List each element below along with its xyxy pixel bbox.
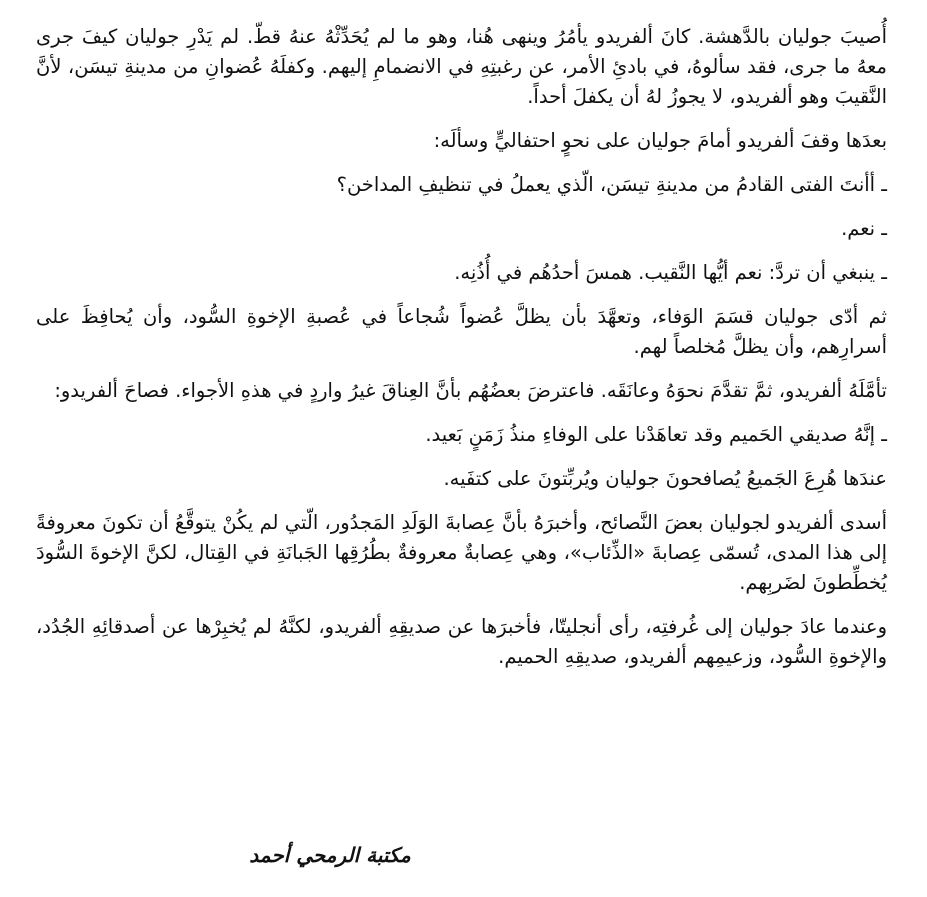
paragraph-2: بعدَها وقفَ ألفريدو أمامَ جوليان على نحوٍ احتفاليٍّ وسألَه:: [433, 129, 887, 152]
dialogue-line-3: ـ ينبغي أن تردَّ: نعم أيُّها النَّقيب. همسَ أحدُهُم في أُذُنِه.: [454, 261, 887, 284]
paragraph-return: وعندما عادَ جوليان إلى غُرفتِه، رأى أنجليتّا، فأخبرَها عن صديقِهِ ألفريدو، لكنَّهُ لم يُخبِرْها عن أصدقائِهِ الجُدُد، والإخوةِ السُّود، وزعيمِهم ألفريدو، صديقِهِ الحميم.: [36, 615, 887, 668]
paragraph-advice: أسدى ألفريدو لجوليان بعضَ النَّصائح، وأخبرَهُ بأنَّ عِصابةَ الوَلَدِ المَجدُور، الّتي لم يكُنْ يتوقَّعُ أن تكونَ معروفةً إلى هذا المدى، تُسمّى عِصابةَ «الذِّئاب»، وهي عِصابةٌ معروفةٌ بطُرُقِها الجَبانَةِ في القِتال، لكنَّ الإخوةَ السُّودَ يُخطِّطونَ لضَربِهم.: [36, 511, 887, 594]
dialogue-line-2: ـ نعم.: [841, 217, 887, 240]
dialogue-line-1: ـ أأنتَ الفتى القادمُ من مدينةِ تيسَن، الّذي يعملُ في تنظيفِ المداخن؟: [336, 173, 887, 196]
paragraph-handshake: عندَها هُرِعَ الجَميعُ يُصافحونَ جوليان ويُربِّتونَ على كتفَيه.: [443, 467, 887, 490]
library-signature: مكتبة الرمحي أحمد: [249, 843, 411, 867]
paragraph-oath: ثم أدّى جوليان قسَمَ الوَفاء، وتعهَّدَ بأن يظلَّ عُضواً شُجاعاً في عُصبةِ الإخوةِ السُّود، وأن يُحافِظَ على أسرارِهم، وأن يظلَّ مُخلصاً لهم.: [36, 305, 887, 358]
paragraph-1: أُصيبَ جوليان بالدَّهشة. كانَ ألفريدو يأمُرُ وينهى هُنا، وهو ما لم يُحَدِّثْهُ عنهُ قطّ. لم يَدْرِ جوليان كيفَ جرى معهُ ما جرى، فقد سألوهُ، في بادئِ الأمر، عن رغبتِهِ في الانضمامِ إليهم. وكفلَهُ عُضوانِ من مدينةِ تيسَن، لأنَّ النَّقيبَ وهو ألفريدو، لا يجوزُ لهُ أن يكفلَ أحداً.: [36, 25, 887, 108]
dialogue-line-4: ـ إنَّهُ صديقي الحَميم وقد تعاهَدْنا على الوفاءِ منذُ زَمَنٍ بَعيد.: [425, 423, 887, 446]
paragraph-embrace: تأمَّلَهُ ألفريدو، ثمَّ تقدَّمَ نحوَهُ وعانَقَه. فاعترضَ بعضُهُم بأنَّ العِناقَ غيرُ واردٍ في هذهِ الأجواء. فصاحَ ألفريدو:: [54, 379, 887, 402]
